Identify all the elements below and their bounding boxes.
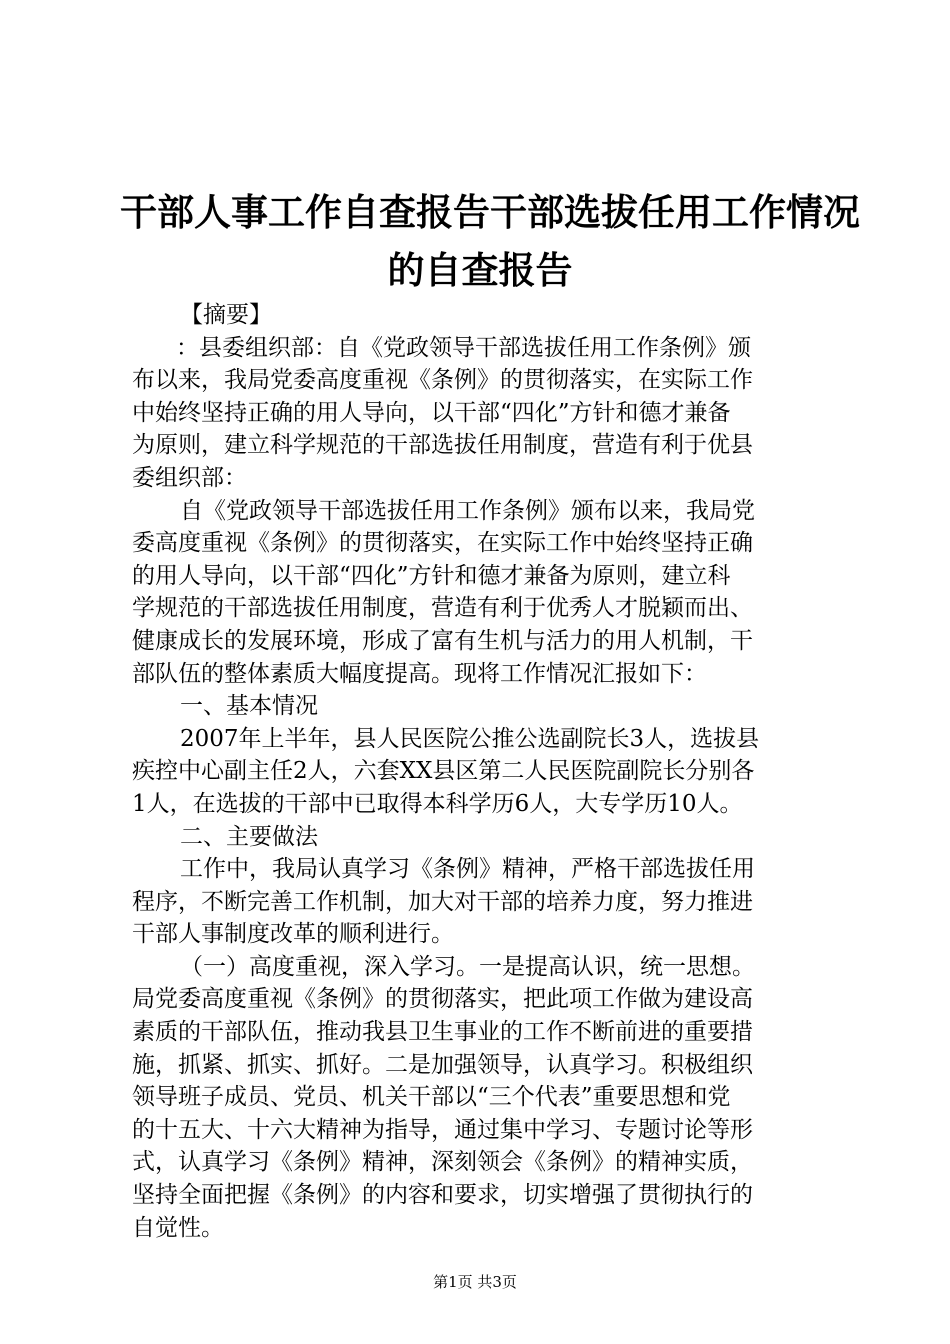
text-line: 中始终坚持正确的用人导向，以干部“四化”方针和德才兼备 — [132, 399, 731, 426]
document-body — [132, 299, 832, 1244]
text-line: 工作中，我局认真学习《条例》精神，严格干部选拔任用 — [180, 856, 755, 883]
text-line: 为原则，建立科学规范的干部选拔任用制度，营造有利于优县 — [132, 432, 753, 459]
text-line: 2007年上半年，县人民医院公推公选副院长3人，选拔县 — [180, 725, 760, 752]
section-heading: 一、基本情况 — [180, 693, 318, 720]
section-heading: 二、主要做法 — [180, 823, 318, 850]
text-line: 的用人导向，以干部“四化”方针和德才兼备为原则，建立科 — [132, 562, 731, 589]
text-line: 程序，不断完善工作机制，加大对干部的培养力度，努力推进 — [132, 888, 753, 915]
text-line: 健康成长的发展环境，形成了富有生机与活力的用人机制，干 — [132, 627, 753, 654]
text-line: 学规范的干部选拔任用制度，营造有利于优秀人才脱颖而出、 — [132, 595, 753, 622]
text-line: ：县委组织部：自《党政领导干部选拔任用工作条例》颁 — [176, 334, 751, 361]
text-line: 自《党政领导干部选拔任用工作条例》颁布以来，我局党 — [180, 497, 755, 524]
text-line: 委高度重视《条例》的贯彻落实，在实际工作中始终坚持正确 — [132, 530, 753, 557]
text-line: 部队伍的整体素质大幅度提高。现将工作情况汇报如下： — [132, 660, 707, 687]
text-line: 领导班子成员、党员、机关干部以“三个代表”重要思想和党 — [132, 1084, 731, 1111]
subsection-line: （一）高度重视，深入学习。一是提高认识，统一思想。 — [180, 953, 755, 980]
text-line: 素质的干部队伍，推动我县卫生事业的工作不断前进的重要措 — [132, 1019, 753, 1046]
text-line: 施，抓紧、抓实、抓好。二是加强领导，认真学习。积极组织 — [132, 1051, 753, 1078]
abstract-heading: 【摘要】 — [180, 302, 272, 328]
text-line: 布以来，我局党委高度重视《条例》的贯彻落实，在实际工作 — [132, 367, 753, 394]
text-line: 局党委高度重视《条例》的贯彻落实，把此项工作做为建设高 — [132, 986, 753, 1013]
text-line: 1人，在选拔的干部中已取得本科学历6人，大专学历10人。 — [132, 790, 743, 817]
page-footer: 第1页 共3页 — [433, 1273, 517, 1291]
text-line: 自觉性。 — [132, 1214, 224, 1241]
text-line: 的十五大、十六大精神为指导，通过集中学习、专题讨论等形 — [132, 1116, 753, 1143]
text-line: 坚持全面把握《条例》的内容和要求，切实增强了贯彻执行的 — [132, 1182, 753, 1209]
document-title-line-1: 干部人事工作自查报告干部选拔任用工作情况 — [120, 190, 860, 234]
text-line: 疾控中心副主任2人，六套XX县区第二人民医院副院长分别各 — [132, 758, 755, 785]
document-title-line-2: 的自查报告 — [387, 248, 573, 292]
text-line: 干部人事制度改革的顺利进行。 — [132, 921, 454, 948]
text-line: 委组织部： — [132, 464, 247, 491]
text-line: 式，认真学习《条例》精神，深刻领会《条例》的精神实质， — [132, 1149, 753, 1176]
